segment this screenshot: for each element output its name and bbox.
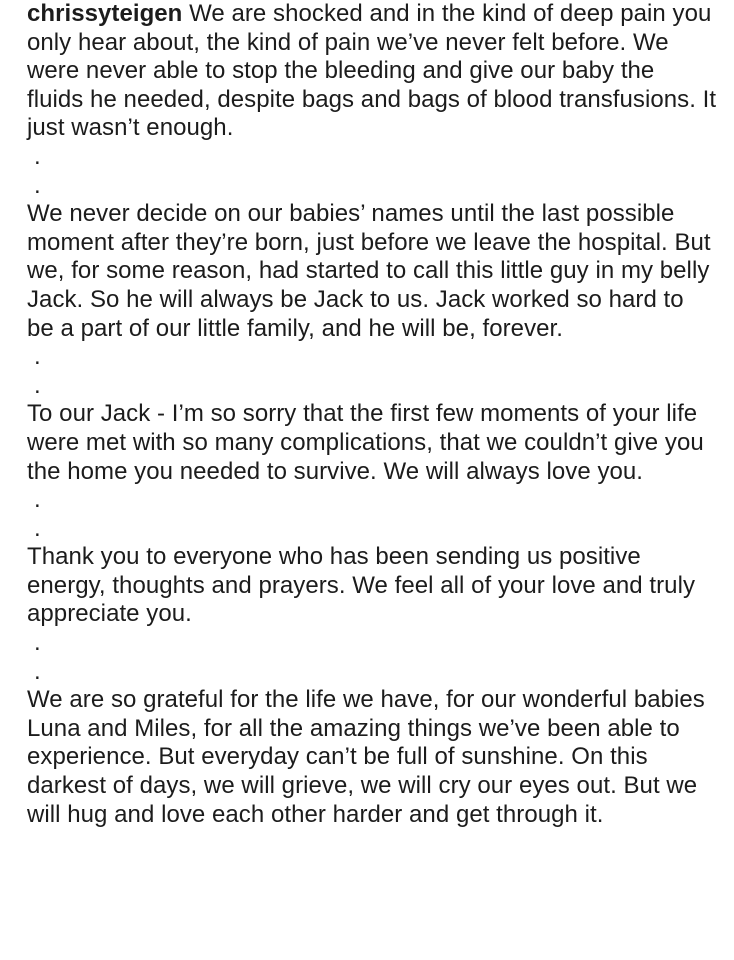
separator-dot: . — [34, 657, 41, 685]
paragraph-text: We are shocked and in the kind of deep pain you only hear about, the kind of pain we’ve never felt before. We were never able to stop the bleeding and give our baby the fluids he needed, despite bags and bags of blood transfusions. It just wasn’t enough. — [27, 0, 717, 142]
separator-dot: . — [34, 371, 41, 399]
post-caption — [27, 0, 717, 829]
separator-dot: . — [34, 486, 41, 514]
separator-dot: . — [34, 629, 41, 657]
caption-paragraph-4: Thank you to everyone who has been sending us positive energy, thoughts and prayers. We feel all of your love and truly appreciate you. — [27, 543, 696, 628]
separator-dot: . — [34, 142, 41, 170]
caption-paragraph-1 — [27, 0, 717, 143]
caption-paragraph-5: We are so grateful for the life we have, for our wonderful babies Luna and Miles, for all the amazing things we’ve been able to experience. But everyday can’t be full of sunshine. On this darkest of days, we will grieve, we will cry our eyes out. But we will hug and love each other harder and get through it. — [27, 686, 705, 828]
username-link[interactable]: chrissyteigen — [27, 0, 183, 27]
caption-paragraph-3: To our Jack - I’m so sorry that the first few moments of your life were met with so many complications, that we couldn’t give you the home you needed to survive. We will always love you. — [27, 400, 704, 485]
separator-dot: . — [34, 171, 41, 199]
separator-dot: . — [34, 343, 41, 371]
caption-paragraph-2: We never decide on our babies’ names until the last possible moment after they’re born, just before we leave the hospital. But we, for some reason, had started to call this little guy in my belly Jack. So he will always be Jack to us. Jack worked so hard to be a part of our little family, and he will be, forever. — [27, 200, 711, 342]
separator-dot: . — [34, 514, 41, 542]
